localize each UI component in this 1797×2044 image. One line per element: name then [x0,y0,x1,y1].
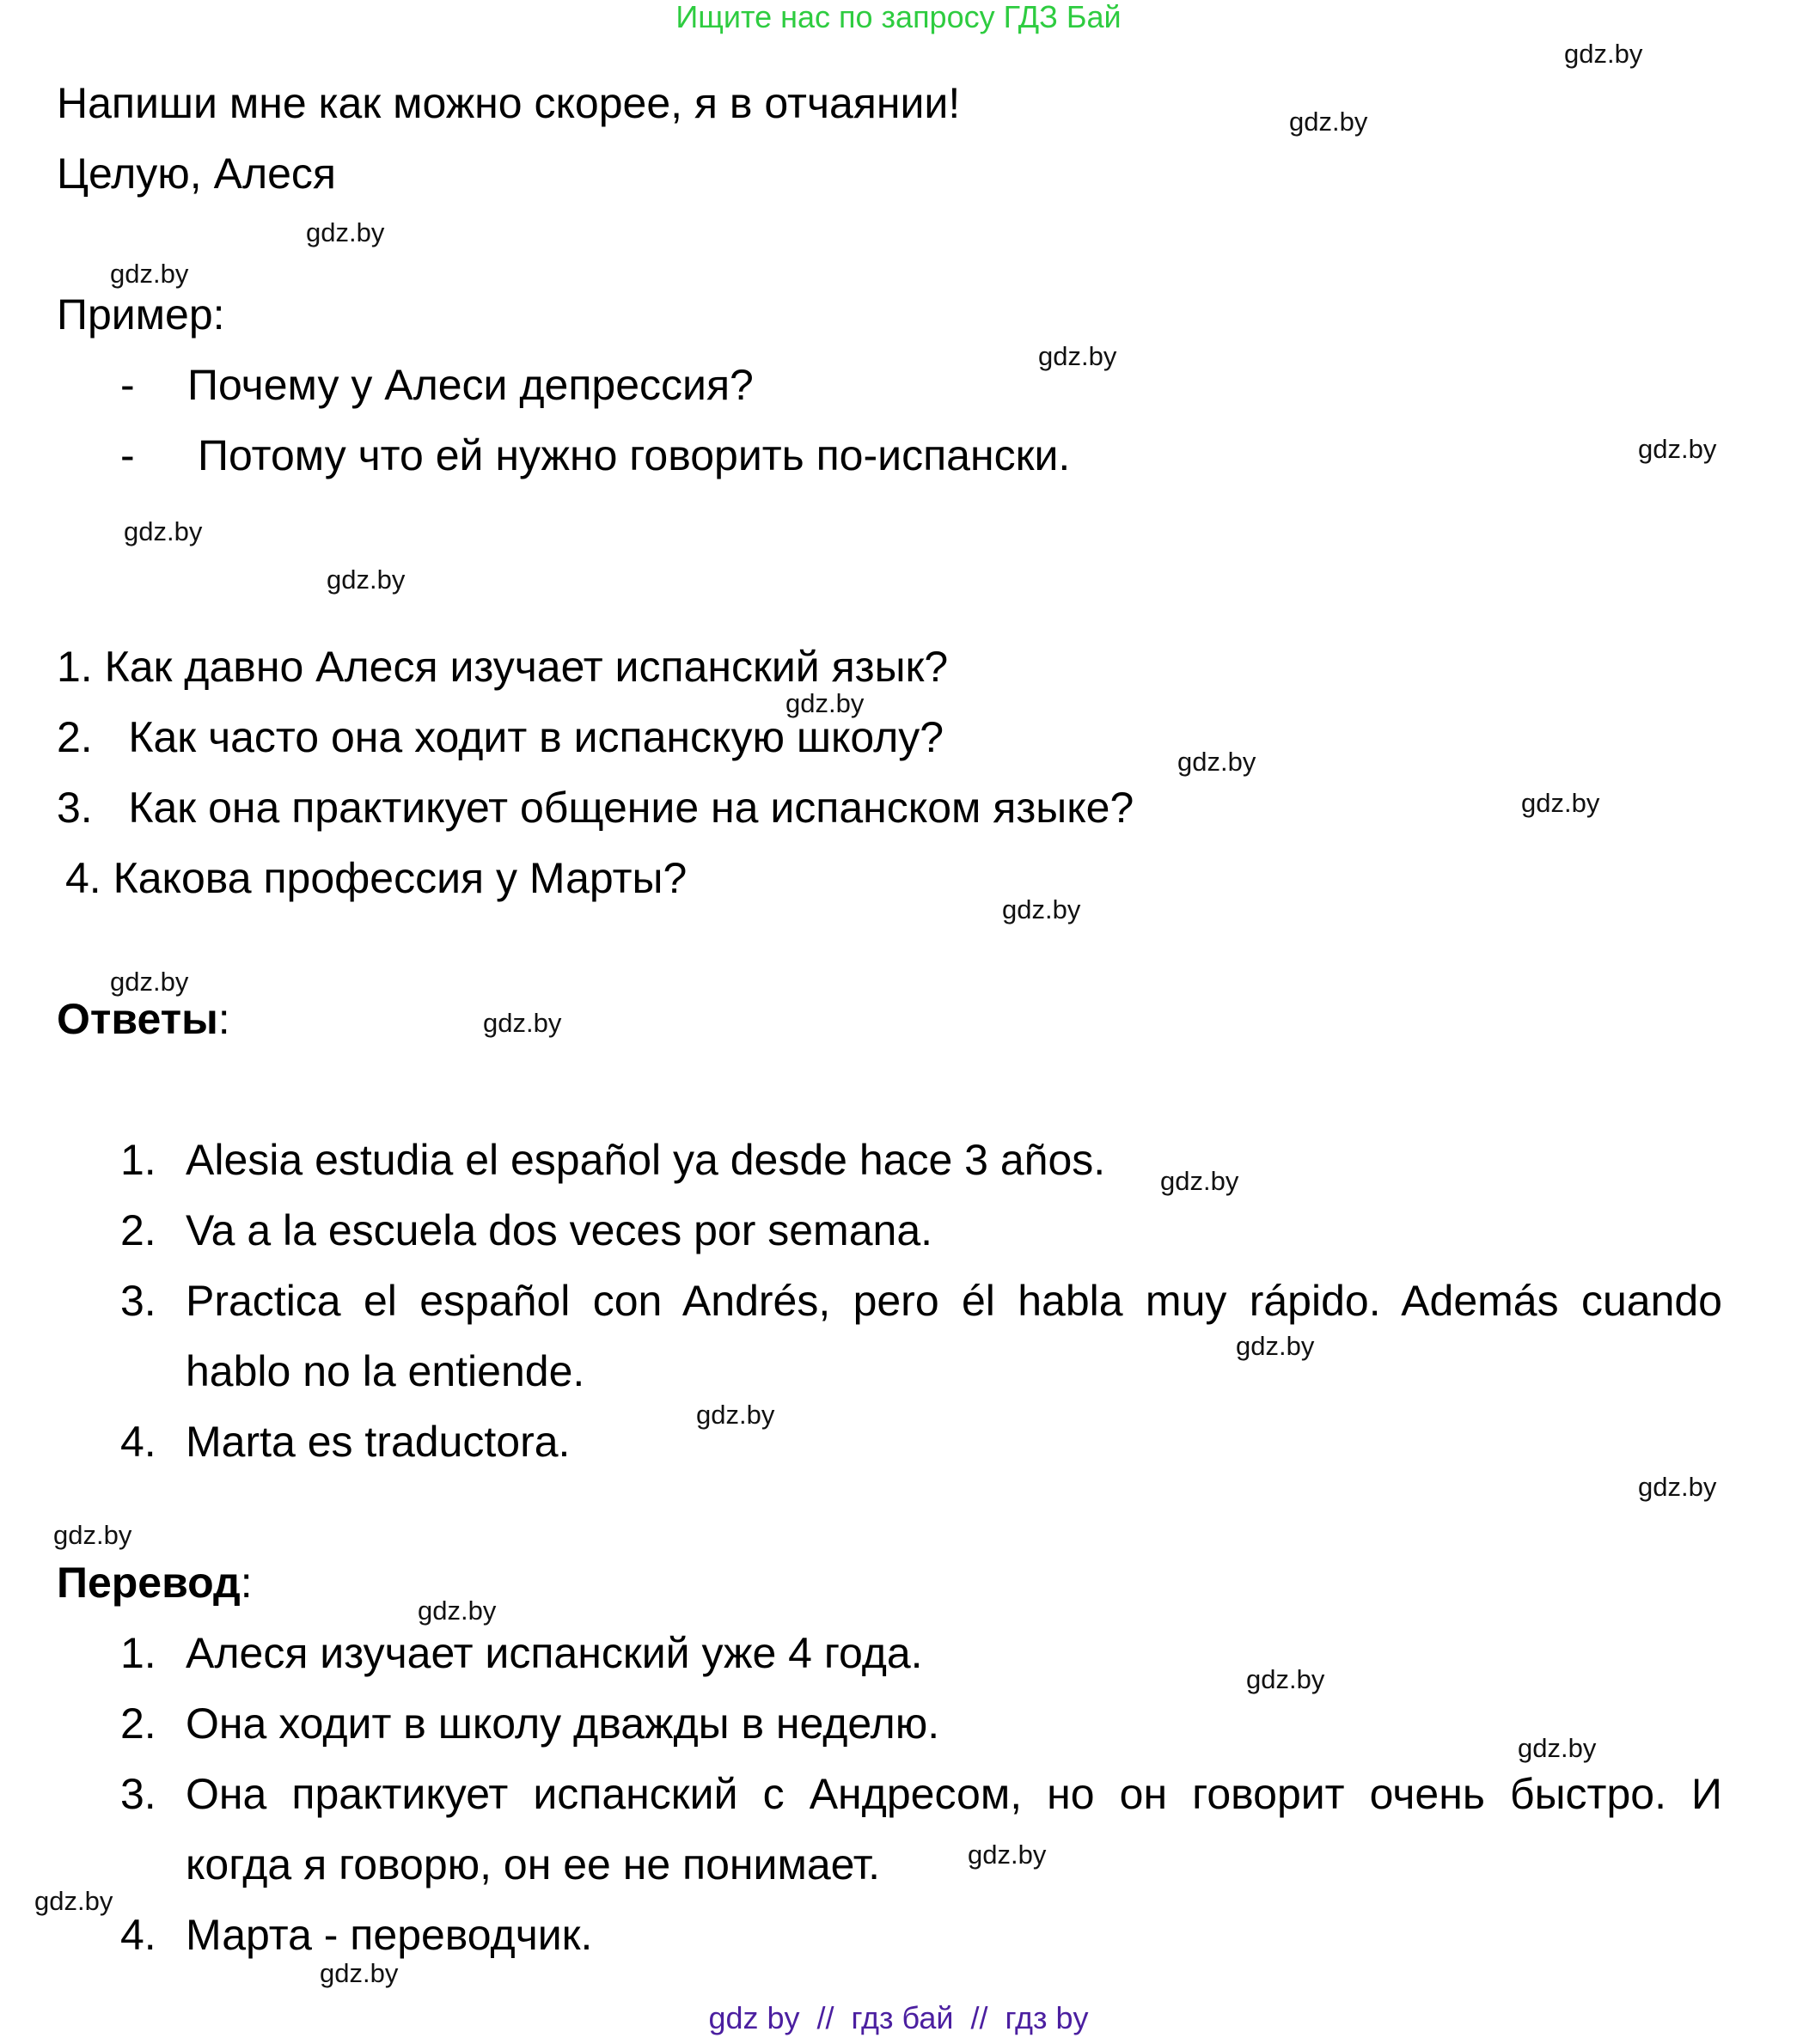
watermark: gdz.by [418,1596,497,1626]
translation-1: Алеся изучает испанский уже 4 года. [186,1629,923,1677]
answer-num-3: 3. [120,1277,156,1325]
watermark: gdz.by [968,1840,1047,1870]
watermark: gdz.by [1638,1472,1717,1502]
translation-colon: : [240,1559,253,1607]
intro-line-1: Напиши мне как можно скорее, я в отчаянии! [57,79,961,127]
watermark: gdz.by [1638,434,1717,464]
watermark: gdz.by [696,1400,775,1430]
watermark: gdz.by [1289,107,1368,137]
watermark: gdz.by [110,259,189,289]
translation-3: Она практикует испанский с Андресом, но он говорит очень быстро. И [186,1770,1722,1818]
watermark: gdz.by [1177,747,1256,777]
watermark: gdz.by [320,1958,399,1988]
example-heading: Пример: [57,290,225,339]
answer-num-1: 1. [120,1136,156,1184]
translation-num-2: 2. [120,1699,156,1748]
question-4: 4. Какова профессия у Марты? [65,854,688,902]
answers-heading: Ответы [57,995,218,1043]
watermark: gdz.by [34,1886,113,1916]
translation-num-1: 1. [120,1629,156,1677]
answer-1: Alesia estudia el español ya desde hace 3 años. [186,1136,1106,1184]
watermark: gdz.by [53,1520,132,1550]
watermark: gdz.by [1002,894,1081,924]
translation-num-4: 4. [120,1911,156,1959]
example-line-2: Потому что ей нужно говорить по-испански. [198,431,1071,479]
watermark: gdz.by [1521,788,1600,818]
footer-links[interactable]: gdz by // гдз бай // гдз by [708,2000,1089,2035]
intro-line-2: Целую, Алеся [57,149,336,198]
top-banner: Ищите нас по запросу ГДЗ Бай [675,0,1122,34]
watermark: gdz.by [1564,39,1643,69]
watermark: gdz.by [1038,341,1117,371]
translation-heading: Перевод [57,1559,241,1607]
translation-num-3: 3. [120,1770,156,1818]
answers-heading-wrap [57,995,230,1043]
watermark: gdz.by [1236,1331,1315,1361]
example-dash-1: - [120,361,135,409]
watermark: gdz.by [124,516,203,546]
watermark: gdz.by [1518,1733,1597,1763]
translation-2: Она ходит в школу дважды в неделю. [186,1699,940,1748]
watermark: gdz.by [306,217,385,247]
answer-2: Va a la escuela dos veces por semana. [186,1206,933,1254]
translation-3-cont: когда я говорю, он ее не понимает. [186,1840,881,1888]
answer-3: Practica el español con Andrés, pero él habla muy rápido. Además cuando [186,1277,1722,1325]
watermark: gdz.by [1246,1664,1325,1694]
question-3: 3. Как она практикует общение на испанском языке? [57,784,1134,832]
question-1: 1. Как давно Алеся изучает испанский язык? [57,643,949,691]
watermark: gdz.by [1160,1166,1239,1196]
example-line-1: Почему у Алеси депрессия? [187,361,754,409]
example-dash-2: - [120,431,135,479]
question-2: 2. Как часто она ходит в испанскую школу? [57,713,944,761]
watermark: gdz.by [110,967,189,997]
translation-heading-wrap [57,1559,253,1607]
answer-num-4: 4. [120,1418,156,1466]
watermark: gdz.by [483,1008,562,1038]
answer-num-2: 2. [120,1206,156,1254]
answer-3-cont: hablo no la entiende. [186,1347,585,1395]
answer-4: Marta es traductora. [186,1418,571,1466]
watermark: gdz.by [785,688,865,718]
translation-4: Марта - переводчик. [186,1911,593,1959]
answers-colon: : [217,995,230,1043]
watermark: gdz.by [327,564,406,595]
